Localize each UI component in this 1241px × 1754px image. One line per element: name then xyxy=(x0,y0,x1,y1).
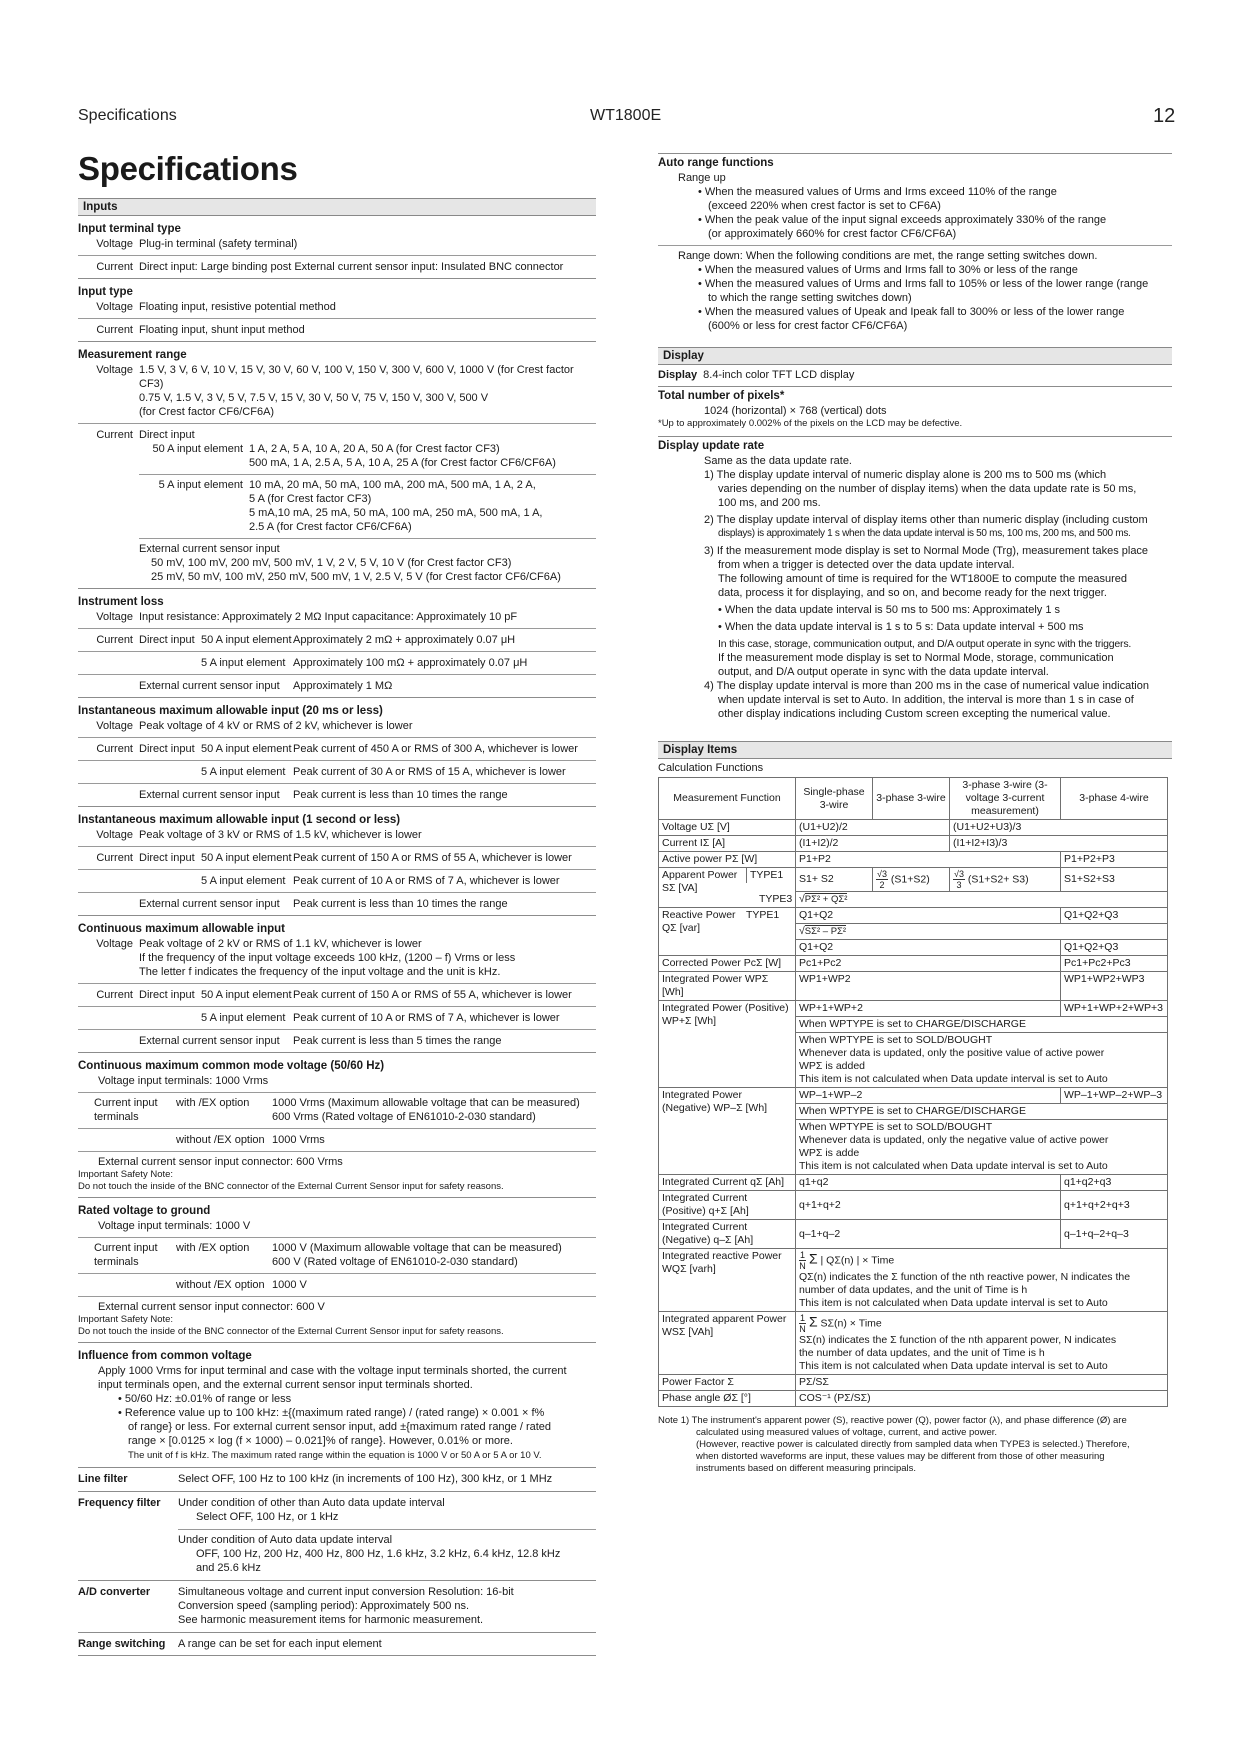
value: When WPTYPE is set to SOLD/BOUGHT xyxy=(799,1121,993,1133)
value: 100 ms, and 200 ms. xyxy=(718,497,821,509)
value: • When the measured values of Upeak and Ipeak fall to 300% or less of the lower range xyxy=(658,305,1172,319)
section-inputs: Inputs xyxy=(78,198,596,216)
label: Current xyxy=(96,429,133,441)
label: Voltage xyxy=(96,720,133,732)
value: displays) is approximately 1 s when the data update interval is 50 ms, 100 ms, 200 ms, and 500 ms. xyxy=(718,528,1131,539)
table-cell: (U1+U2+U3)/3 xyxy=(950,820,1168,836)
label: Direct input xyxy=(139,852,195,864)
table-row xyxy=(659,1375,1168,1391)
table-cell: Voltage UΣ [V] xyxy=(659,820,796,836)
safety-note-title: Important Safety Note: xyxy=(78,1314,174,1325)
label: Current xyxy=(96,989,133,1001)
label: 50 A input element xyxy=(201,743,292,755)
label: Voltage xyxy=(96,238,133,250)
label: Voltage xyxy=(96,938,133,950)
table-cell: q1+q2 xyxy=(796,1175,1061,1191)
rvg-title: Rated voltage to ground xyxy=(78,1205,211,1217)
value: Direct input xyxy=(139,429,195,441)
table-note xyxy=(658,1415,1172,1475)
value: When WPTYPE is set to SOLD/BOUGHT xyxy=(799,1034,993,1046)
page-title: Specifications xyxy=(78,150,298,187)
value: varies depending on the number of display items) when the data update rate is 50 ms, xyxy=(718,483,1137,495)
table-cell: Q1+Q2 xyxy=(796,908,1061,924)
table-cell: Integrated Power (Negative) WP–Σ [Wh] xyxy=(659,1088,796,1175)
value: This item is not calculated when Data update interval is set to Auto xyxy=(799,1360,1108,1372)
value: • 50/60 Hz: ±0.01% of range or less xyxy=(78,1392,596,1406)
right-column xyxy=(658,153,1172,1475)
value: 3) If the measurement mode display is set to Normal Mode (Trg), measurement takes place xyxy=(704,545,1149,557)
table-row xyxy=(659,836,1168,852)
value: Under condition of other than Auto data update interval xyxy=(178,1497,445,1509)
pixels-title: Total number of pixels* xyxy=(658,390,785,402)
value: 500 mA, 1 A, 2.5 A, 5 A, 10 A, 25 A (for Crest factor CF6/CF6A) xyxy=(249,457,556,469)
table-cell xyxy=(796,1120,1168,1175)
value: 1000 Vrms xyxy=(272,1134,325,1146)
label: 50 A input element xyxy=(201,852,292,864)
label: Display xyxy=(658,369,698,381)
table-header: Single-phase 3-wire xyxy=(796,778,873,820)
value: OFF, 100 Hz, 200 Hz, 400 Hz, 800 Hz, 1.6 kHz, 3.2 kHz, 6.4 kHz, 12.8 kHz xyxy=(196,1548,561,1560)
value: when update interval is set to Auto. In addition, the interval is more than 1 s in case of xyxy=(718,694,1134,706)
value: of range} or less. For external current sensor input, add ±{maximum rated range / rated xyxy=(128,1421,552,1433)
value: 1000 V xyxy=(272,1279,307,1291)
table-cell: PΣ/SΣ xyxy=(796,1375,1168,1391)
formula: SΣ² – PΣ² xyxy=(804,926,847,937)
icv-title: Influence from common voltage xyxy=(78,1350,252,1362)
left-column xyxy=(78,150,596,1656)
table-cell: P1+P2 xyxy=(796,852,1061,868)
table-cell: When WPTYPE is set to CHARGE/DISCHARGE xyxy=(796,1017,1168,1033)
label: without /EX option xyxy=(176,1134,265,1146)
value: Under condition of Auto data update interval xyxy=(178,1529,596,1547)
table-cell: S1+S2+S3 xyxy=(1061,868,1168,892)
table-row xyxy=(659,820,1168,836)
value: Simultaneous voltage and current input conversion Resolution: 16-bit xyxy=(178,1586,514,1598)
table-cell: q+1+q+2+q+3 xyxy=(1061,1191,1168,1220)
table-cell: Integrated Current qΣ [Ah] xyxy=(659,1175,796,1191)
value: 5 mA,10 mA, 25 mA, 50 mA, 100 mA, 250 mA, 500 mA, 1 A, xyxy=(249,507,543,519)
value: The unit of f is kHz. The maximum rated range within the equation is 1000 V or 50 A or 5 A or 10 V. xyxy=(128,1450,542,1461)
value: Apply 1000 Vrms for input terminal and case with the voltage input terminals shorted, the current xyxy=(98,1365,567,1377)
label: Current input terminals xyxy=(94,1097,158,1123)
label: External current sensor input xyxy=(139,789,280,801)
table-cell: Corrected Power PcΣ [W] xyxy=(659,956,796,972)
label: 50 A input element xyxy=(152,443,243,455)
value: 1 A, 2 A, 5 A, 10 A, 20 A, 50 A (for Crest factor CF3) xyxy=(249,443,500,455)
value: • When the data update interval is 1 s to 5 s: Data update interval + 500 ms xyxy=(658,620,1172,634)
label: Current input terminals xyxy=(94,1242,158,1268)
value: Select OFF, 100 Hz, or 1 kHz xyxy=(196,1511,339,1523)
table-cell: WP–1+WP–2+WP–3 xyxy=(1061,1088,1168,1104)
table-cell: WP1+WP2 xyxy=(796,972,1061,1001)
table-row xyxy=(659,972,1168,1001)
value: If the frequency of the input voltage exceeds 100 kHz, (1200 – f) Vrms or less xyxy=(139,952,516,964)
label: Frequency filter xyxy=(78,1497,161,1509)
value: 5 A (for Crest factor CF3) xyxy=(249,493,372,505)
value: • When the measured values of Urms and Irms fall to 30% or less of the range xyxy=(658,263,1172,277)
table-cell: q1+q2+q3 xyxy=(1061,1175,1168,1191)
table-cell: Power Factor Σ xyxy=(659,1375,796,1391)
value: Approximately 2 mΩ + approximately 0.07 μH xyxy=(293,634,516,646)
value: Approximately 1 MΩ xyxy=(293,680,393,692)
table-cell: Integrated Current (Negative) q–Σ [Ah] xyxy=(659,1220,796,1249)
running-header-center: WT1800E xyxy=(590,107,662,124)
value: 25 mV, 50 mV, 100 mV, 250 mV, 500 mV, 1 V, 2.5 V, 5 V (for Crest factor CF6/CF6A) xyxy=(151,571,561,583)
safety-note: Do not touch the inside of the BNC connector of the External Current Sensor input for safety reasons. xyxy=(78,1181,504,1192)
table-cell: q–1+q–2+q–3 xyxy=(1061,1220,1168,1249)
label: 5 A input element xyxy=(201,766,286,778)
table-row xyxy=(659,852,1168,868)
label: with /EX option xyxy=(176,1097,250,1109)
value: WPΣ is adde xyxy=(799,1147,860,1159)
value: Peak current is less than 10 times the range xyxy=(293,789,508,801)
type-label: TYPE1 xyxy=(746,909,780,921)
table-cell xyxy=(796,1033,1168,1088)
value: • When the data update interval is 50 ms to 500 ms: Approximately 1 s xyxy=(658,603,1172,617)
value: • Reference value up to 100 kHz: ±{(maximum rated range) / (rated range) × 0.001 × f% xyxy=(78,1406,596,1420)
table-row xyxy=(659,1249,1168,1312)
instrument-loss-title: Instrument loss xyxy=(78,596,164,608)
value: the number of data updates, and the unit of Time is h xyxy=(799,1347,1045,1359)
value: other display indications including Custom screen excepting the numerical value. xyxy=(718,708,1111,720)
formula: (S1+S2) xyxy=(890,873,930,886)
label: 5 A input element xyxy=(201,657,286,669)
value: (exceed 220% when crest factor is set to CF6A) xyxy=(708,200,941,212)
label: Voltage xyxy=(96,829,133,841)
value: This item is not calculated when Data update interval is set to Auto xyxy=(799,1297,1108,1309)
table-header-row xyxy=(659,778,1168,820)
value: 2) The display update interval of display items other than numeric display (including custom xyxy=(704,514,1148,526)
table-row xyxy=(659,1220,1168,1249)
value: Peak voltage of 4 kV or RMS of 2 kV, whichever is lower xyxy=(139,720,413,732)
table-cell: P1+P2+P3 xyxy=(1061,852,1168,868)
running-header-left: Specifications xyxy=(78,107,177,124)
table-cell: √PΣ² + QΣ² TYPE3 xyxy=(796,892,1168,908)
value: from when a trigger is detected over the data update interval. xyxy=(718,559,1015,571)
calculation-functions-table xyxy=(658,777,1168,1407)
pixels-note: *Up to approximately 0.002% of the pixels on the LCD may be defective. xyxy=(658,418,963,429)
row-label: Reactive Power QΣ [var] xyxy=(662,909,736,934)
label: Voltage xyxy=(96,611,133,623)
table-row xyxy=(659,1191,1168,1220)
table-cell: 1 N Σ SΣ(n) × Time SΣ(n) indicates the Σ function of the nth apparent power, N indicates the number of data updates, and the unit of Time is h This item is not calculated when Data update interval is set to Auto xyxy=(796,1312,1168,1375)
table-cell: (I1+I2)/2 xyxy=(796,836,950,852)
value: Conversion speed (sampling period): Approximately 500 ns. xyxy=(178,1600,470,1612)
value: range × [0.0125 × log (f × 1000) – 0.021]% of range}. However, 0.01% or more. xyxy=(128,1435,513,1447)
formula: | QΣ(n) | × Time xyxy=(820,1254,895,1267)
value: Select OFF, 100 Hz to 100 kHz (in increments of 100 Hz), 300 kHz, or 1 MHz xyxy=(178,1473,553,1485)
table-row xyxy=(659,1001,1168,1017)
value: Same as the data update rate. xyxy=(704,455,852,467)
label: External current sensor input xyxy=(139,1035,280,1047)
label: External current sensor input xyxy=(139,898,280,910)
value: (600% or less for crest factor CF6/CF6A) xyxy=(708,320,908,332)
value: 1024 (horizontal) × 768 (vertical) dots xyxy=(704,405,887,417)
table-cell: Integrated Power WPΣ [Wh] xyxy=(659,972,796,1001)
table-cell: √SΣ² – PΣ² xyxy=(796,924,1168,940)
label: Direct input xyxy=(139,743,195,755)
value: Whenever data is updated, only the negative value of active power xyxy=(799,1134,1109,1146)
table-cell: WP–1+WP–2 xyxy=(796,1088,1061,1104)
value: If the measurement mode display is set to Normal Mode, storage, communication xyxy=(718,652,1114,664)
value: • When the measured values of Urms and Irms exceed 110% of the range xyxy=(658,185,1172,199)
value: A range can be set for each input element xyxy=(178,1638,382,1650)
value: Peak current is less than 5 times the range xyxy=(293,1035,502,1047)
measurement-range-title: Measurement range xyxy=(78,349,187,361)
note-line: instruments based on different measuring principals. xyxy=(696,1463,917,1474)
value: Plug-in terminal (safety terminal) xyxy=(139,238,298,250)
cont-max-title: Continuous maximum allowable input xyxy=(78,923,286,935)
table-cell: Integrated reactive Power WQΣ [varh] xyxy=(659,1249,796,1312)
value: 2.5 A (for Crest factor CF6/CF6A) xyxy=(249,521,412,533)
label: Current xyxy=(96,634,133,646)
value: This item is not calculated when Data update interval is set to Auto xyxy=(799,1073,1108,1085)
table-cell: S1+ S2 xyxy=(796,868,873,892)
table-cell: WP+1+WP+2 xyxy=(796,1001,1061,1017)
input-terminal-type-title: Input terminal type xyxy=(78,223,181,235)
table-header: 3-phase 3-wire (3-voltage 3-current measurement) xyxy=(950,778,1061,820)
label: 50 A input element xyxy=(201,634,292,646)
label: 5 A input element xyxy=(201,1012,286,1024)
value: Range up xyxy=(678,172,726,184)
table-cell: COS⁻¹ (PΣ/SΣ) xyxy=(796,1391,1168,1407)
value: Peak current of 10 A or RMS of 7 A, whichever is lower xyxy=(293,875,560,887)
table-cell: (U1+U2)/2 xyxy=(796,820,950,836)
label: Current xyxy=(96,852,133,864)
label: Current xyxy=(96,743,133,755)
value: Voltage input terminals: 1000 V xyxy=(98,1220,251,1232)
label: with /EX option xyxy=(176,1242,250,1254)
table-row xyxy=(659,1391,1168,1407)
safety-note: Do not touch the inside of the BNC connector of the External Current Sensor input for safety reasons. xyxy=(78,1326,504,1337)
inst-max-1s-title: Instantaneous maximum allowable input (1 second or less) xyxy=(78,814,401,826)
note-line: when distorted waveforms are input, these values may be different from those of other measuring xyxy=(696,1451,1105,1462)
note-line: Note 1) The instrument's apparent power (S), reactive power (Q), power factor (λ), and phase difference (Ø) are xyxy=(658,1415,1127,1426)
value: 1000 Vrms (Maximum allowable voltage that can be measured) xyxy=(272,1097,580,1109)
label: Direct input xyxy=(139,634,195,646)
table-cell: Active power PΣ [W] xyxy=(659,852,796,868)
value: output, and D/A output operate in sync with the data update interval. xyxy=(718,666,1049,678)
label: Current xyxy=(96,261,133,273)
type-label: TYPE1 xyxy=(746,868,783,883)
table-cell: √3 2 (S1+S2) xyxy=(873,868,950,892)
value: Peak voltage of 2 kV or RMS of 1.1 kV, whichever is lower xyxy=(139,938,422,950)
value: External current sensor input connector: 600 V xyxy=(78,1296,596,1314)
table-cell: WP1+WP2+WP3 xyxy=(1061,972,1168,1001)
value: 10 mA, 20 mA, 50 mA, 100 mA, 200 mA, 500 mA, 1 A, 2 A, xyxy=(249,479,536,491)
note-line: (However, reactive power is calculated directly from sampled data when TYPE3 is selected.) Therefore, xyxy=(696,1439,1130,1450)
value: External current sensor input connector: 600 Vrms xyxy=(78,1151,596,1169)
label: Current xyxy=(96,324,133,336)
value: See harmonic measurement items for harmonic measurement. xyxy=(178,1614,484,1626)
value: Peak voltage of 3 kV or RMS of 1.5 kV, whichever is lower xyxy=(139,829,422,841)
table-header: Measurement Function xyxy=(659,778,796,820)
label: Voltage xyxy=(96,364,133,376)
formula: PΣ² + QΣ² xyxy=(804,894,848,905)
table-cell: When WPTYPE is set to CHARGE/DISCHARGE xyxy=(796,1104,1168,1120)
label: Line filter xyxy=(78,1473,128,1485)
value: 600 Vrms (Rated voltage of EN61010-2-030 standard) xyxy=(272,1111,536,1123)
table-cell: Q1+Q2+Q3 xyxy=(1061,940,1168,956)
table-cell: √3 3 (S1+S2+ S3) xyxy=(950,868,1061,892)
value: data, process it for displaying, and so on, and become ready for the next trigger. xyxy=(718,587,1107,599)
table-cell: Pc1+Pc2 xyxy=(796,956,1061,972)
input-type-title: Input type xyxy=(78,286,133,298)
table-cell: Integrated Power (Positive) WP+Σ [Wh] xyxy=(659,1001,796,1088)
value: and 25.6 kHz xyxy=(196,1562,261,1574)
value: Peak current of 10 A or RMS of 7 A, whichever is lower xyxy=(293,1012,560,1024)
value: Floating input, resistive potential method xyxy=(139,301,336,313)
table-header: 3-phase 3-wire xyxy=(873,778,950,820)
value: 0.75 V, 1.5 V, 3 V, 5 V, 7.5 V, 15 V, 30 V, 50 V, 75 V, 150 V, 300 V, 500 V xyxy=(139,392,489,404)
table-cell: Integrated Current (Positive) q+Σ [Ah] xyxy=(659,1191,796,1220)
value: The following amount of time is required for the WT1800E to compute the measured xyxy=(718,573,1128,585)
safety-note-title: Important Safety Note: xyxy=(78,1169,174,1180)
table-row xyxy=(659,1088,1168,1104)
table-row xyxy=(659,956,1168,972)
table-cell: Phase angle ØΣ [°] xyxy=(659,1391,796,1407)
calc-functions-title: Calculation Functions xyxy=(658,762,764,774)
value: • When the measured values of Urms and Irms fall to 105% or less of the lower range (range xyxy=(658,277,1172,291)
table-row xyxy=(659,1175,1168,1191)
value: This item is not calculated when Data update interval is set to Auto xyxy=(799,1160,1108,1172)
label: 5 A input element xyxy=(139,474,249,534)
label: Range switching xyxy=(78,1638,166,1650)
type-label: TYPE3 xyxy=(759,893,793,905)
value: number of data updates, and the unit of Time is h xyxy=(799,1284,1028,1296)
value: 1) The display update interval of numeric display alone is 200 ms to 500 ms (which xyxy=(704,469,1107,481)
value: 4) The display update interval is more than 200 ms in the case of numerical value indication xyxy=(704,680,1149,692)
value: QΣ(n) indicates the Σ function of the nth reactive power, N indicates the xyxy=(799,1271,1131,1283)
value: Peak current is less than 10 times the range xyxy=(293,898,508,910)
display-update-rate-title: Display update rate xyxy=(658,440,765,452)
label: External current sensor input xyxy=(139,680,280,692)
value: input terminals open, and the external current sensor input terminals shorted. xyxy=(98,1379,473,1391)
table-row xyxy=(659,908,1168,924)
value: Peak current of 150 A or RMS of 55 A, whichever is lower xyxy=(293,852,572,864)
value: to which the range setting switches down) xyxy=(708,292,912,304)
value: 8.4-inch color TFT LCD display xyxy=(703,369,855,381)
value: Floating input, shunt input method xyxy=(139,324,305,336)
page-number: 12 xyxy=(1153,105,1176,127)
table-cell: Q1+Q2+Q3 xyxy=(1061,908,1168,924)
cmv-title: Continuous maximum common mode voltage (50/60 Hz) xyxy=(78,1060,385,1072)
table-cell: 1 N Σ | QΣ(n) | × Time QΣ(n) indicates the Σ function of the nth reactive power, N indicates the number of data updates, and the unit of Time is h This item is not calculated when Data update interval is set to Auto xyxy=(796,1249,1168,1312)
label: External current sensor input xyxy=(139,543,280,555)
value: WPΣ is added xyxy=(799,1060,866,1072)
table-cell: Current IΣ [A] xyxy=(659,836,796,852)
value: Approximately 100 mΩ + approximately 0.07 μH xyxy=(293,657,528,669)
value: 600 V (Rated voltage of EN61010-2-030 standard) xyxy=(272,1256,518,1268)
label: Voltage xyxy=(96,301,133,313)
value: Peak current of 450 A or RMS of 300 A, whichever is lower xyxy=(293,743,578,755)
value: The letter f indicates the frequency of the input voltage and the unit is kHz. xyxy=(139,966,501,978)
label: Direct input xyxy=(139,989,195,1001)
value: Peak current of 30 A or RMS of 15 A, whichever is lower xyxy=(293,766,566,778)
table-cell: Pc1+Pc2+Pc3 xyxy=(1061,956,1168,972)
section-display: Display xyxy=(658,347,1172,365)
table-cell: q+1+q+2 xyxy=(796,1191,1061,1220)
label: without /EX option xyxy=(176,1279,265,1291)
row-label: Apparent Power SΣ [VA] xyxy=(662,869,738,894)
note-line: calculated using measured values of voltage, current, and active power. xyxy=(696,1427,998,1438)
value: Voltage input terminals: 1000 Vrms xyxy=(98,1075,269,1087)
label: 50 A input element xyxy=(201,989,292,1001)
inst-max-20ms-title: Instantaneous maximum allowable input (20 ms or less) xyxy=(78,705,383,717)
table-cell: Q1+Q2 xyxy=(796,940,1061,956)
value: 1000 V (Maximum allowable voltage that can be measured) xyxy=(272,1242,562,1254)
auto-range-title: Auto range functions xyxy=(658,157,774,169)
value: Range down: When the following conditions are met, the range setting switches down. xyxy=(658,245,1172,263)
table-row xyxy=(659,1312,1168,1375)
formula: (S1+S2+ S3) xyxy=(967,873,1029,886)
table-cell: (I1+I2+I3)/3 xyxy=(950,836,1168,852)
label: A/D converter xyxy=(78,1586,151,1598)
value: Peak current of 150 A or RMS of 55 A, whichever is lower xyxy=(293,989,572,1001)
value: Direct input: Large binding post External current sensor input: Insulated BNC connector xyxy=(139,261,564,273)
table-cell: WP+1+WP+2+WP+3 xyxy=(1061,1001,1168,1017)
section-display-items: Display Items xyxy=(658,741,1172,759)
formula: SΣ(n) × Time xyxy=(820,1317,882,1330)
value: 1.5 V, 3 V, 6 V, 10 V, 15 V, 30 V, 60 V, 100 V, 150 V, 300 V, 600 V, 1000 V (for Crest factor CF3) xyxy=(139,364,574,390)
value: (or approximately 660% for crest factor CF6/CF6A) xyxy=(708,228,957,240)
value: • When the peak value of the input signal exceeds approximately 330% of the range xyxy=(658,213,1172,227)
label: 5 A input element xyxy=(201,875,286,887)
table-cell: q–1+q–2 xyxy=(796,1220,1061,1249)
table-cell xyxy=(659,908,796,956)
table-header: 3-phase 4-wire xyxy=(1061,778,1168,820)
value: 50 mV, 100 mV, 200 mV, 500 mV, 1 V, 2 V, 5 V, 10 V (for Crest factor CF3) xyxy=(151,557,512,569)
value: SΣ(n) indicates the Σ function of the nth apparent power, N indicates xyxy=(799,1334,1117,1346)
value: Whenever data is updated, only the positive value of active power xyxy=(799,1047,1105,1059)
value: In this case, storage, communication output, and D/A output operate in sync with the triggers. xyxy=(718,638,1132,650)
value: Input resistance: Approximately 2 MΩ Input capacitance: Approximately 10 pF xyxy=(139,611,518,623)
table-cell: Integrated apparent Power WSΣ [VAh] xyxy=(659,1312,796,1375)
value: (for Crest factor CF6/CF6A) xyxy=(139,406,275,418)
